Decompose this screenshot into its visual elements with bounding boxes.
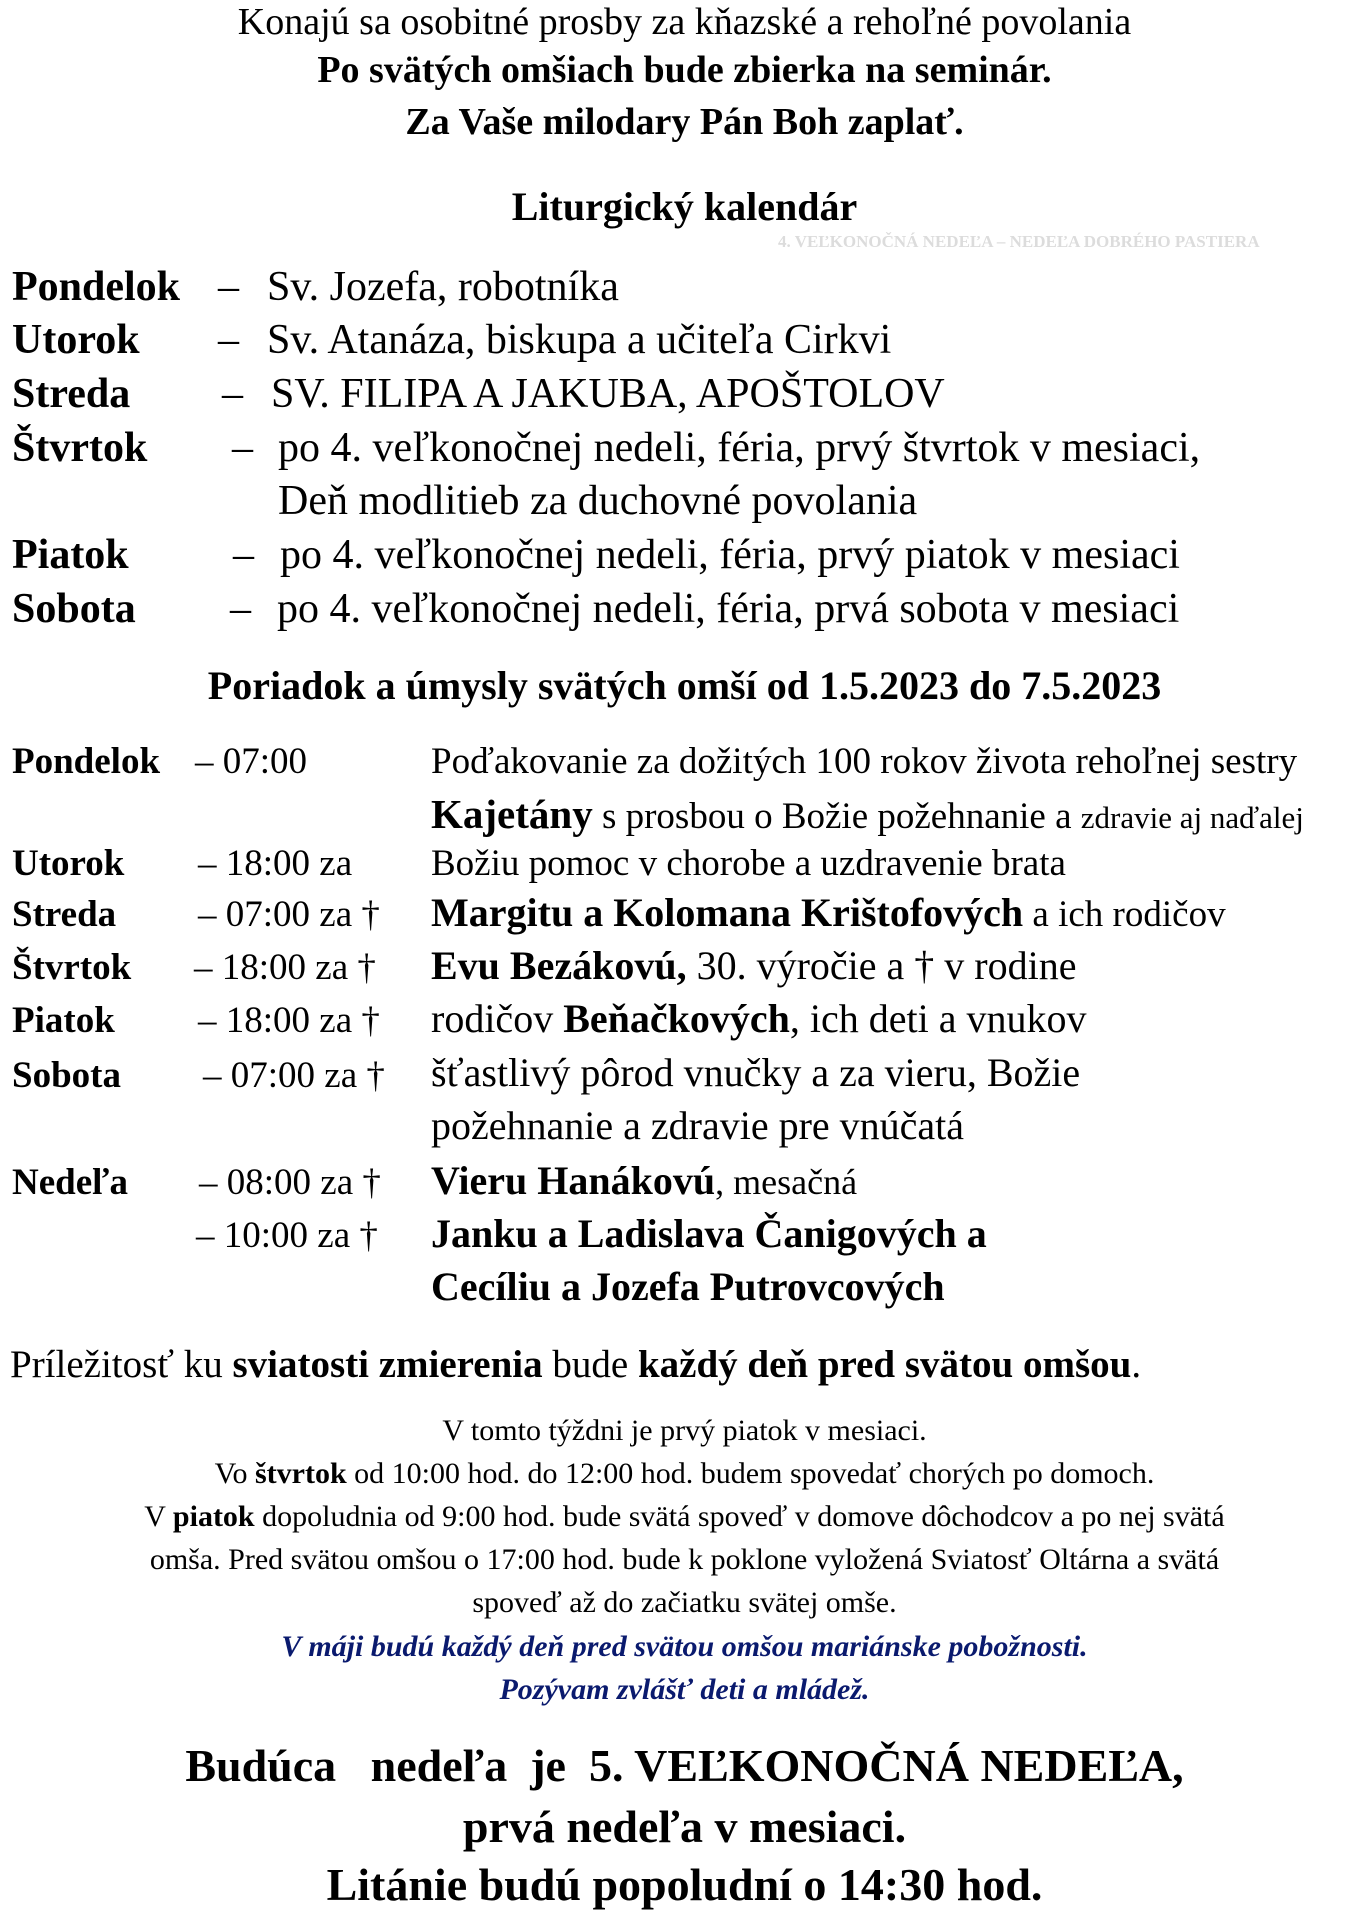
mass-day: Piatok	[12, 1000, 115, 1041]
footer-line-3: Litánie budú popoludní o 14:30 hod.	[326, 1859, 1043, 1910]
calendar-day: Štvrtok	[12, 425, 148, 471]
calendar-text: po 4. veľkonočnej nedeli, féria, prvý štvrtok v mesiaci,	[278, 425, 1201, 471]
mass-intention-name: Kajetány	[431, 791, 593, 837]
calendar-dash: –	[232, 425, 253, 471]
calendar-dash: –	[230, 586, 251, 632]
calendar-day: Sobota	[12, 586, 136, 632]
confession-end: .	[1131, 1343, 1142, 1386]
notice-line-6: V máji budú každý deň pred svätou omšou mariánske pobožnosti.	[281, 1630, 1088, 1663]
notice-line-3	[0, 1500, 1369, 1534]
notice-text: Vo	[214, 1457, 255, 1490]
header-line-1: Konajú sa osobitné prosby za kňazské a rehoľné povolania	[237, 1, 1132, 43]
footer-line-2: prvá nedeľa v mesiaci.	[462, 1801, 907, 1852]
confession-prefix: Príležitosť ku	[10, 1343, 233, 1386]
mass-day: Streda	[12, 894, 117, 935]
mass-time: – 10:00 za †	[196, 1215, 378, 1256]
confession-when: každý deň pred svätou omšou	[637, 1343, 1132, 1386]
confession-line	[10, 1342, 1141, 1387]
mass-intention-name: Cecíliu a Jozefa Putrovcových	[431, 1264, 945, 1309]
mass-intention-name: Vieru Hanákovú	[431, 1158, 716, 1203]
calendar-day: Piatok	[12, 532, 129, 578]
calendar-text: po 4. veľkonočnej nedeli, féria, prvý piatok v mesiaci	[280, 532, 1180, 578]
mass-intention-text: a ich rodičov	[1023, 894, 1226, 935]
header-line-3: Za Vaše milodary Pán Boh zaplať.	[405, 101, 964, 143]
mass-intention	[431, 942, 1077, 989]
mass-time: – 07:00 za †	[198, 894, 380, 935]
notice-line-1: V tomto týždni je prvý piatok v mesiaci.	[442, 1414, 927, 1447]
mass-intention-text: 30. výročie a † v rodine	[686, 943, 1077, 988]
mass-intention: Poďakovanie za dožitých 100 rokov života rehoľnej sestry	[431, 741, 1298, 782]
mass-intention-name: Evu Bezákovú,	[431, 943, 687, 988]
footer-line-1: Budúca nedeľa je 5. VEĽKONOČNÁ NEDEĽA,	[185, 1740, 1184, 1791]
masses-title: Poriadok a úmysly svätých omší od 1.5.2023 do 7.5.2023	[207, 663, 1162, 708]
mass-intention-text: s prosbou o Božie požehnanie a	[592, 796, 1081, 837]
calendar-text: Sv. Jozefa, robotníka	[267, 264, 619, 310]
calendar-day: Pondelok	[12, 264, 181, 310]
mass-time: – 18:00 za †	[198, 1000, 380, 1041]
notice-text: od 10:00 hod. do 12:00 hod. budem spovedať chorých po domoch.	[346, 1457, 1155, 1490]
notice-line-4: omša. Pred svätou omšou o 17:00 hod. bude k poklone vyložená Sviatosť Oltárna a svätá	[149, 1543, 1220, 1576]
mass-intention-name: Beňačkových	[563, 996, 790, 1041]
calendar-dash: –	[222, 371, 243, 417]
mass-intention-name: Margitu a Kolomana Krištofových	[431, 890, 1024, 935]
mass-intention	[431, 1157, 857, 1204]
notice-line-7: Pozývam zvlášť deti a mládež.	[499, 1673, 870, 1706]
mass-time: – 18:00 za	[198, 843, 353, 884]
calendar-dash: –	[233, 532, 254, 578]
calendar-dash: –	[218, 264, 239, 310]
mass-intention-text: , ich deti a vnukov	[789, 996, 1087, 1041]
notice-line-2	[0, 1457, 1369, 1491]
calendar-text: SV. FILIPA A JAKUBA, APOŠTOLOV	[271, 371, 945, 417]
notice-day: piatok	[172, 1500, 255, 1533]
mass-intention: šťastlivý pôrod vnučky a za vieru, Božie	[431, 1050, 1081, 1095]
calendar-text: po 4. veľkonočnej nedeli, féria, prvá sobota v mesiaci	[277, 586, 1180, 632]
mass-intention-small: zdravie aj naďalej	[1080, 800, 1304, 835]
mass-time: – 18:00 za †	[194, 947, 376, 988]
mass-time: – 08:00 za †	[199, 1162, 381, 1203]
calendar-text-continued: Deň modlitieb za duchovné povolania	[278, 478, 918, 524]
mass-intention	[431, 889, 1226, 936]
mass-time: – 07:00	[195, 741, 308, 782]
mass-intention	[431, 790, 1304, 838]
mass-day: Sobota	[12, 1055, 121, 1096]
mass-day: Utorok	[12, 843, 125, 884]
confession-sacrament: sviatosti zmierenia	[232, 1343, 543, 1386]
mass-day: Štvrtok	[12, 947, 132, 988]
confession-mid: bude	[542, 1343, 638, 1386]
notice-text: V	[144, 1500, 173, 1533]
mass-intention-text: , mesačná	[715, 1162, 858, 1202]
calendar-dash: –	[218, 317, 239, 363]
mass-intention: požehnanie a zdravie pre vnúčatá	[431, 1103, 965, 1148]
mass-intention-prefix: rodičov	[431, 996, 564, 1041]
calendar-text: Sv. Atanáza, biskupa a učiteľa Cirkvi	[267, 317, 892, 363]
calendar-day: Utorok	[12, 317, 140, 363]
notice-day: štvrtok	[254, 1457, 347, 1490]
mass-intention-name: Janku a Ladislava Čanigových a	[431, 1211, 987, 1256]
mass-intention	[431, 995, 1086, 1042]
calendar-day: Streda	[12, 371, 131, 417]
notice-text: dopoludnia od 9:00 hod. bude svätá spoveď v domove dôchodcov a po nej svätá	[254, 1500, 1225, 1533]
mass-day: Nedeľa	[12, 1162, 128, 1203]
notice-line-5: spoveď až do začiatku svätej omše.	[472, 1586, 897, 1619]
mass-intention: Božiu pomoc v chorobe a uzdravenie brata	[431, 843, 1066, 884]
mass-day: Pondelok	[12, 741, 161, 782]
calendar-title: Liturgický kalendár	[511, 184, 858, 229]
mass-time: – 07:00 za †	[203, 1055, 385, 1096]
header-line-2: Po svätých omšiach bude zbierka na seminár.	[317, 49, 1052, 91]
calendar-watermark: 4. VEĽKONOČNÁ NEDEĽA – NEDEĽA DOBRÉHO PASTIERA	[778, 232, 1260, 251]
